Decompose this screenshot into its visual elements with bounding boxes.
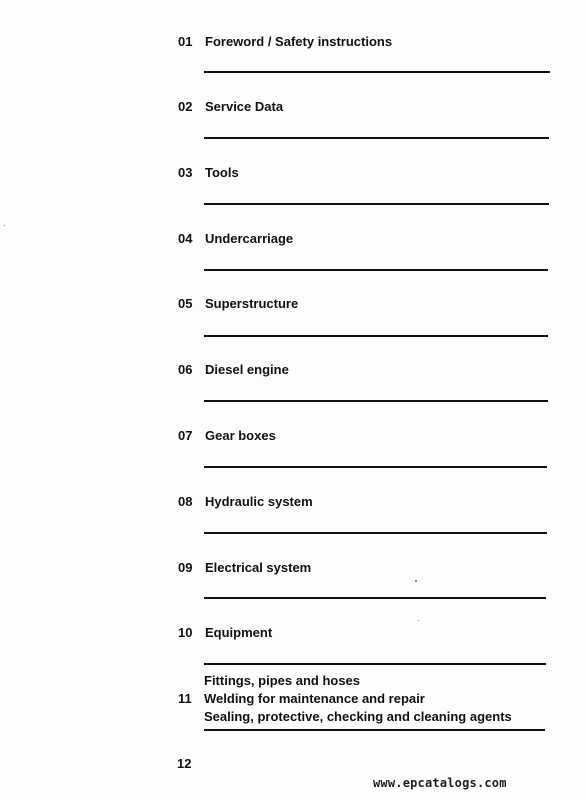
- toc-entry-06[interactable]: [178, 362, 548, 378]
- scan-speck: [415, 580, 417, 582]
- toc-title: Foreword / Safety instructions: [205, 34, 393, 49]
- toc-number: 10: [178, 625, 193, 640]
- toc-number: 02: [178, 99, 193, 114]
- divider: [204, 597, 546, 599]
- toc-entry-03[interactable]: [178, 165, 548, 181]
- toc-entry-08[interactable]: [178, 494, 548, 510]
- toc-number: 01: [178, 34, 193, 49]
- divider: [204, 269, 548, 271]
- divider: [204, 137, 549, 139]
- toc-title: Electrical system: [205, 560, 312, 575]
- toc-title: Superstructure: [205, 296, 299, 311]
- toc-title-line: Welding for maintenance and repair: [204, 691, 425, 706]
- divider: [204, 532, 547, 534]
- divider: [204, 663, 546, 665]
- toc-title-line: Fittings, pipes and hoses: [204, 673, 361, 688]
- toc-title: Equipment: [205, 625, 273, 640]
- toc-entry-07[interactable]: [178, 428, 548, 444]
- toc-entry-01[interactable]: [178, 34, 548, 50]
- toc-title: Hydraulic system: [205, 494, 313, 509]
- toc-title: Diesel engine: [205, 362, 289, 377]
- toc-number: 07: [178, 428, 193, 443]
- toc-entry-02[interactable]: [178, 99, 548, 115]
- divider: [204, 335, 548, 337]
- toc-number: 08: [178, 494, 193, 509]
- toc-entry-10[interactable]: [178, 625, 548, 641]
- divider: [204, 203, 549, 205]
- toc-number: 06: [178, 362, 193, 377]
- divider: [204, 71, 550, 73]
- divider: [204, 400, 548, 402]
- toc-title: Service Data: [205, 99, 284, 114]
- toc-number: 11: [178, 691, 192, 706]
- toc-title: Gear boxes: [205, 428, 276, 443]
- toc-entry-05[interactable]: [178, 296, 548, 312]
- toc-number: 09: [178, 560, 193, 575]
- scan-speck: [418, 620, 419, 621]
- toc-number: 03: [178, 165, 193, 180]
- toc-number: 04: [178, 231, 193, 246]
- toc-title: Undercarriage: [205, 231, 294, 246]
- scan-speck: [4, 225, 5, 226]
- watermark: www.epcatalogs.com: [373, 776, 507, 790]
- toc-number: 05: [178, 296, 193, 311]
- toc-number-12: 12: [177, 756, 192, 771]
- toc-entry-09[interactable]: [178, 560, 548, 576]
- toc-title-line: Sealing, protective, checking and cleaning agents: [204, 709, 512, 724]
- toc-entry-04[interactable]: [178, 231, 548, 247]
- divider: [204, 466, 547, 468]
- divider: [204, 729, 545, 731]
- toc-title: Tools: [205, 165, 239, 180]
